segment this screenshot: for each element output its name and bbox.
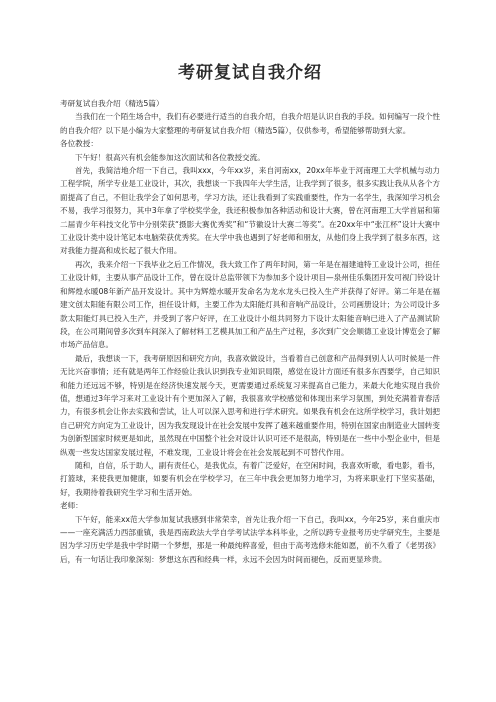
body-paragraph: 下午好，能来xx范大学参加复试我感到非常荣幸，首先让我介绍一下自己，我叫xx，今年25岁，来自重庆市——一座充满活力西部重镇，我是西南政法大学自学考试法学本科毕业，之所以跨专业报考历史学研究生，主要是因为学习历史学是我中学时期一个梦想，那是一种最纯粹喜爱，但由于高考选修未能如愿，前不久看了《老男孩》后，有一句话让我印象深刻：梦想这东西和经典一样，永远不会因为时间而褪色，反而更显珍贵。 [60,514,440,564]
document-body [60,97,440,566]
document-title: 考研复试自我介绍 [178,63,322,83]
body-paragraph: 当我们在一个陌生场合中，我们有必要进行适当的自我介绍，自我介绍是认识自我的手段。如何编写一段个性的自我介绍？以下是小编为大家整理的考研复试自我介绍（精选5篇），仅供参考，希望能够帮助到大家。 [60,112,440,135]
body-paragraph: 考研复试自我介绍（精选5篇） [60,99,164,108]
body-paragraph: 首先，我简洁地介绍一下自己，我叫xxx，今年xx岁，来自河南xx，20xx年毕业于河南理工大学机械与动力工程学院，所学专业是工业设计，其次，我想谈一下我四年大学生活，让我学到了很多，很多实践让我从从各个方面提高了自己，不但让我学会了如何思考，学习方法，还让我看到了实践重要性，作为一名学生，我深知学习机会不易，我学习很努力，其中3年拿了学校奖学金，我还积极参加各种活动和设计大赛，曾在河南理工大学首届和第二届青少年科技文化节中分别荣获“摄影大赛优秀奖”和“节徽设计大赛二等奖”。在20xx年中“张江杯”设计大赛中工业设计类中设计笔记本电脑荣获优秀奖。在大学中我也遇到了好老师和朋友，从他们身上我学到了很多东西，这对我能力提高和成长起了很大作用。 [60,166,440,256]
body-paragraph: 各位教授： [60,139,98,149]
body-paragraph: 再次，我来介绍一下我毕业之后工作情况，我大致工作了两年时间，第一年是在福建迪特工业设计公司，担任工业设计师，主要从事产品设计工作，曾在设计总监带领下为参加多个设计项目—泉州佳乐集团开发可视门铃设计和辉煌水暖08年新产品开发设计。其中为辉煌水暖开发命名为龙水龙头已投入生产并获得了好评。第二年是在福建文创太阳能有限公司工作，担任设计师，主要工作为太阳能灯具和音响产品设计，公司画册设计；为公司设计多款太阳能灯具已投入生产，并受到了客户好评，在工业设计小组共同努力下设计太阳能音响已进入了产品测试阶段，在公司期间曾多次到车间深入了解材料工艺模具加工和产品生产过程，多次到广交会顺德工业设计博览会了解市场产品信息。 [60,259,440,350]
body-paragraph: 最后，我想谈一下，我考研原因和研究方向，我喜欢做设计，当看着自己创意和产品得到别人认可时候是一件无比兴奋事情；还有就是两年工作经验让我认识到我专业知识局限，感觉在设计方面还有很多东西要学，自己知识和能力还远远不够，特别是在经济快速发展今天，更需要通过系统复习来提高自己能力，来最大化地实现自我价值，想通过3年学习来对工业设计有个更加深入了解，我很喜欢学校感觉和体现出来学习氛围，到处充满着青春活力，有很多机会让你去实践和尝试，让人可以深入思考和进行学术研究。如果我有机会在这所学校学习，我计划把自己研究方向定为工业设计，因为我发现设计在社会发展中发挥了越来越重要作用，特别在国家由制造业大国转变为创新型国家时候更是如此，虽然现在中国整个社会对设计认识可还不是很高，特别是在一些中小型企业中，但是纵观一些发达国家发展过程，不难发现，工业设计将会在社会发展起到不可替代作用。 [60,353,440,457]
body-paragraph: 随和，自信，乐于助人，副有责任心，是我优点，有着广泛爱好，在空闲时间，我喜欢听歌，看电影，看书，打篮球，来使我更加健康，如要有机会在学校学习，在三年中我会更加努力地学习，为将来职业打下坚实基础，好，我期待着我研究生学习和生活开始。 [60,460,440,497]
body-paragraph: 下午好！很高兴有机会能参加这次面试和各位教授交流。 [75,152,265,162]
body-paragraph: 老师： [60,501,83,511]
